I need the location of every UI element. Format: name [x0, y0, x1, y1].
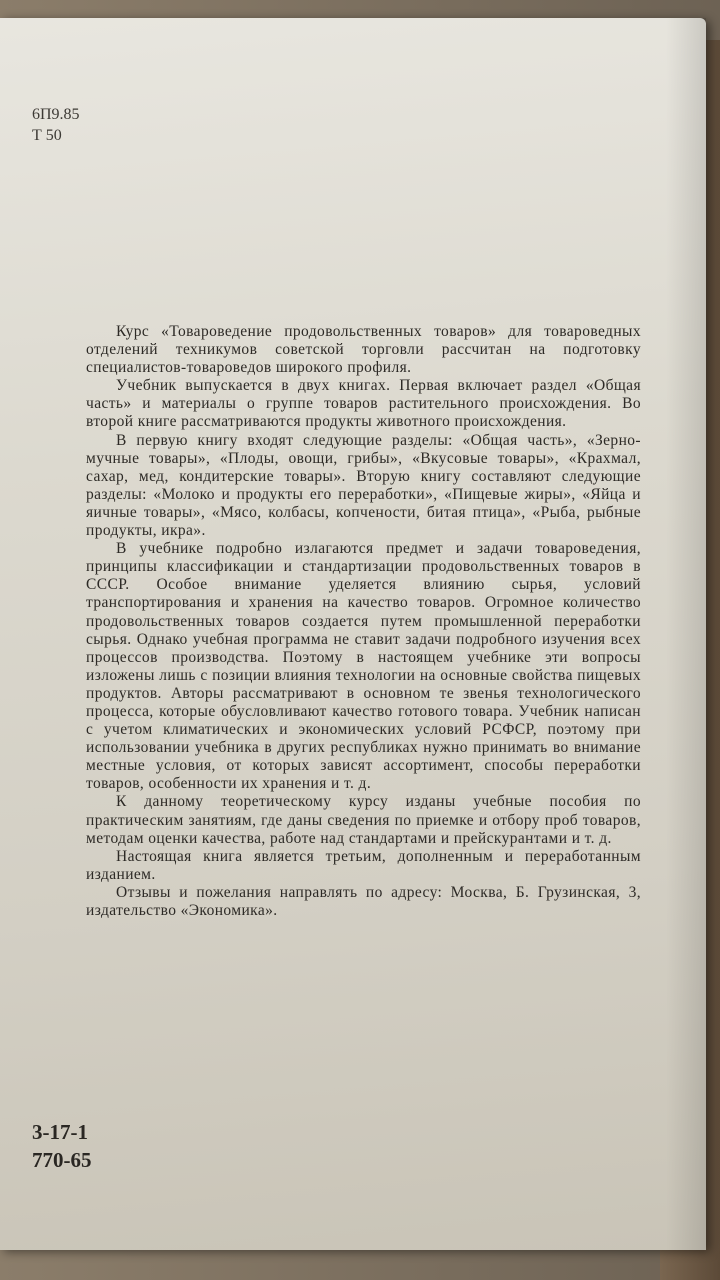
imprint-line-1: 3-17-1 [32, 1120, 88, 1144]
library-classification [32, 104, 80, 146]
paragraph: В учебнике подробно излагаются предмет и задачи товароведения, принципы классификации и стандартизации продовольственных товаров в СССР. Особое внимание уделяется влиянию сырья, условий транспортирования и хранения на качество товаров. Огромное количество продовольственных товаров создается путем промышленной переработки сырья. Однако учебная программа не ставит задачи подробного изучения всех процессов производства. Поэтому в настоящем учебнике эти вопросы изложены лишь с позиции влияния технологии на основные свойства пищевых продуктов. Авторы рассматривают в основном те звенья технологического процесса, которые обусловливают качество готового товара. Учебник написан с учетом климатических и экономических условий РСФСР, поэтому при использовании учебника в других республиках нужно принимать во внимание местные условия, от которых зависят ассортимент, способы переработки товаров, особенности их хранения и т. д. [86, 540, 641, 793]
preface-text [86, 323, 641, 920]
paragraph: Курс «Товароведение продовольственных товаров» для товароведных отделений техникумов советской торговли рассчитан на подготовку специалистов-товароведов широкого профиля. [86, 323, 641, 377]
paragraph: В первую книгу входят следующие разделы: «Общая часть», «Зерно-мучные товары», «Плоды, овощи, грибы», «Вкусовые товары», «Крахмал, сахар, мед, кондитерские товары». Вторую книгу составляют следующие разделы: «Молоко и продукты его переработки», «Пищевые жиры», «Яйца и яичные товары», «Мясо, колбасы, копчености, битая птица», «Рыба, рыбные продукты, икра». [86, 431, 641, 540]
book-page [0, 18, 706, 1250]
paragraph: Отзывы и пожелания направлять по адресу: Москва, Б. Грузинская, 3, издательство «Экономика». [86, 883, 641, 919]
paragraph: Учебник выпускается в двух книгах. Первая включает раздел «Общая часть» и материалы о группе товаров растительного происхождения. Во второй книге рассматриваются продукты животного происхождения. [86, 377, 641, 431]
classification-code: 6П9.85 [32, 106, 80, 123]
page-fold-shadow [666, 18, 706, 1250]
author-mark: Т 50 [32, 127, 62, 144]
paragraph: Настоящая книга является третьим, дополненным и переработанным изданием. [86, 847, 641, 883]
imprint-line-2: 770-65 [32, 1148, 92, 1172]
paragraph: К данному теоретическому курсу изданы учебные пособия по практическим занятиям, где даны сведения по приемке и отбору проб товаров, методам оценки качества, работе над стандартами и прейскурантами и т. д. [86, 793, 641, 847]
publication-imprint [32, 1118, 92, 1174]
